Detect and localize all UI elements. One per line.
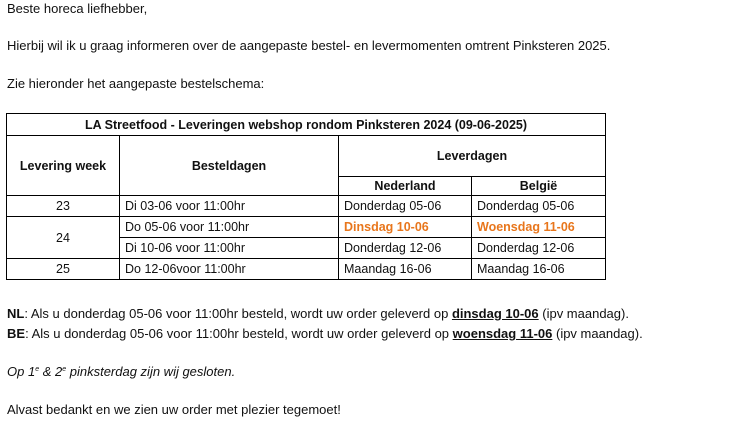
- closed-sup2: e: [62, 366, 67, 373]
- table-header-row: [7, 136, 606, 177]
- note-be: [7, 326, 643, 342]
- note-be-suffix: (ipv maandag).: [552, 326, 643, 341]
- nl-cell: Donderdag 05-06: [339, 196, 472, 217]
- table-row: [7, 259, 606, 280]
- closed-sup1: e: [35, 366, 40, 373]
- table-row: [7, 217, 606, 238]
- closing-line: Alvast bedankt en we zien uw order met plezier tegemoet!: [7, 402, 341, 417]
- header-nl: Nederland: [339, 177, 472, 196]
- be-cell: Donderdag 05-06: [472, 196, 606, 217]
- header-week: Levering week: [7, 136, 120, 196]
- table-title: LA Streetfood - Leveringen webshop rondom Pinksteren 2024 (09-06-2025): [7, 114, 606, 136]
- note-nl: [7, 306, 629, 322]
- intro-paragraph: Hierbij wil ik u graag informeren over de aangepaste bestel- en levermomenten omtrent Pinksteren 2025.: [7, 38, 611, 53]
- greeting: Beste horeca liefhebber,: [7, 1, 148, 16]
- nl-cell: Donderdag 12-06: [339, 238, 472, 259]
- header-be: België: [472, 177, 606, 196]
- header-delivery-days: Leverdagen: [339, 136, 606, 177]
- header-order-days: Besteldagen: [120, 136, 339, 196]
- note-be-date: woensdag 11-06: [452, 326, 553, 341]
- order-cell: Do 05-06 voor 11:00hr: [120, 217, 339, 238]
- be-cell: Maandag 16-06: [472, 259, 606, 280]
- order-cell: Do 12-06voor 11:00hr: [120, 259, 339, 280]
- closed-mid: & 2: [39, 364, 63, 379]
- nl-cell: Maandag 16-06: [339, 259, 472, 280]
- closed-pre: Op 1: [7, 364, 36, 379]
- nl-cell-highlight: Dinsdag 10-06: [339, 217, 472, 238]
- table-row: [7, 196, 606, 217]
- week-cell: 25: [7, 259, 120, 280]
- delivery-schedule-table: [6, 113, 606, 280]
- schema-intro: Zie hieronder het aangepaste bestelschema:: [7, 76, 265, 91]
- be-cell-highlight: Woensdag 11-06: [472, 217, 606, 238]
- table-title-row: [7, 114, 606, 136]
- be-cell: Donderdag 12-06: [472, 238, 606, 259]
- note-nl-date: dinsdag 10-06: [451, 306, 539, 321]
- note-be-text: : Als u donderdag 05-06 voor 11:00hr besteld, wordt uw order geleverd op: [25, 326, 453, 341]
- note-nl-label: NL: [7, 306, 25, 321]
- week-cell: 24: [7, 217, 120, 259]
- closed-post: pinksterdag zijn wij gesloten.: [66, 364, 236, 379]
- note-be-label: BE: [7, 326, 26, 341]
- order-cell: Di 10-06 voor 11:00hr: [120, 238, 339, 259]
- closed-notice: [7, 364, 235, 380]
- note-nl-suffix: (ipv maandag).: [538, 306, 629, 321]
- order-cell: Di 03-06 voor 11:00hr: [120, 196, 339, 217]
- note-nl-text: : Als u donderdag 05-06 voor 11:00hr besteld, wordt uw order geleverd op: [24, 306, 452, 321]
- week-cell: 23: [7, 196, 120, 217]
